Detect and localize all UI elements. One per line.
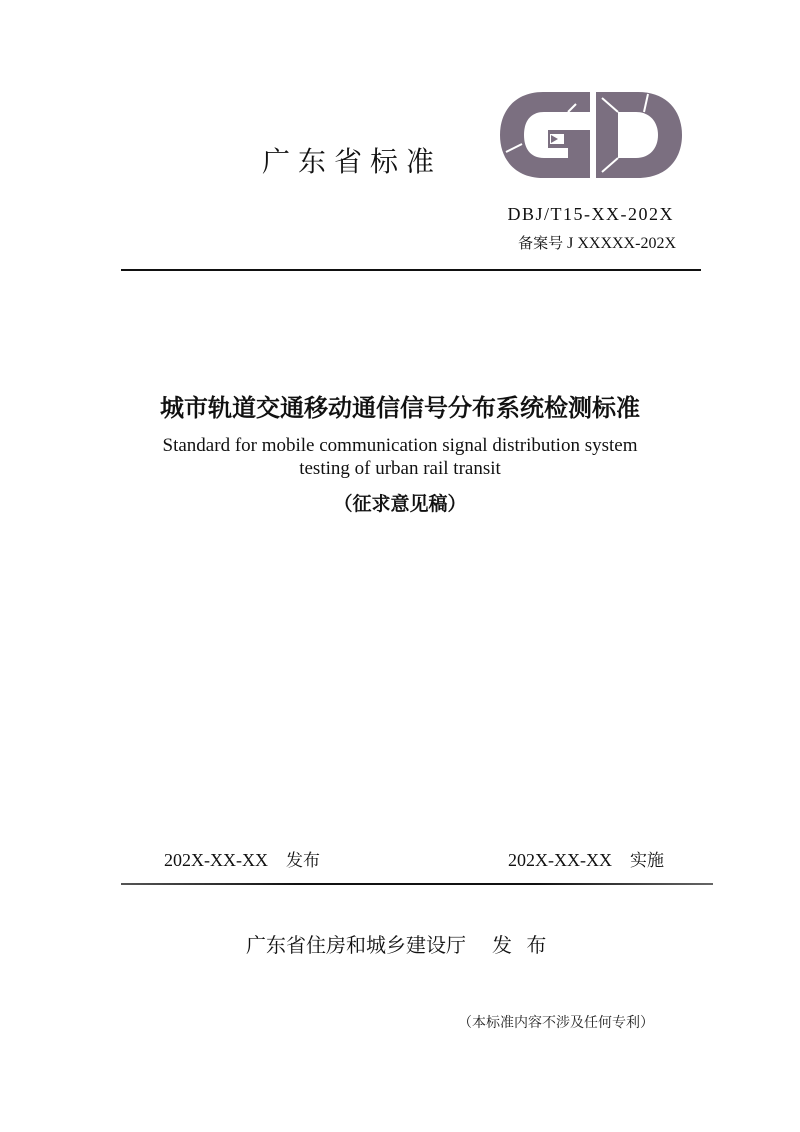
english-title-line-1: Standard for mobile communication signal distribution system bbox=[162, 435, 638, 456]
record-number-value: J XXXXX-202X bbox=[567, 235, 676, 252]
publisher-name: 广东省住房和城乡建设厅 bbox=[246, 933, 466, 957]
record-number bbox=[518, 232, 676, 253]
top-divider bbox=[121, 269, 701, 271]
draft-note: （征求意见稿） bbox=[333, 493, 467, 515]
province-standard-heading: 广东省标准 bbox=[262, 145, 443, 178]
english-title-line-2: testing of urban rail transit bbox=[299, 458, 501, 479]
issue-date-block bbox=[164, 846, 320, 871]
implement-date: 202X-XX-XX bbox=[508, 850, 612, 870]
record-label: 备案号 bbox=[518, 234, 564, 252]
patent-note: （本标准内容不涉及任何专利） bbox=[458, 1015, 654, 1031]
document-title-chinese: 城市轨道交通移动通信信号分布系统检测标准 bbox=[160, 394, 640, 422]
bottom-divider bbox=[121, 883, 713, 885]
publisher-line bbox=[246, 929, 550, 958]
publish-action: 发 布 bbox=[492, 933, 551, 957]
issue-date: 202X-XX-XX bbox=[164, 850, 268, 870]
document-title-english bbox=[0, 434, 800, 480]
issue-label: 发布 bbox=[285, 851, 320, 871]
standard-code: DBJ/T15-XX-202X bbox=[507, 204, 674, 224]
gd-emblem-icon bbox=[498, 90, 684, 180]
implement-date-block bbox=[508, 846, 664, 871]
implement-label: 实施 bbox=[629, 851, 664, 871]
